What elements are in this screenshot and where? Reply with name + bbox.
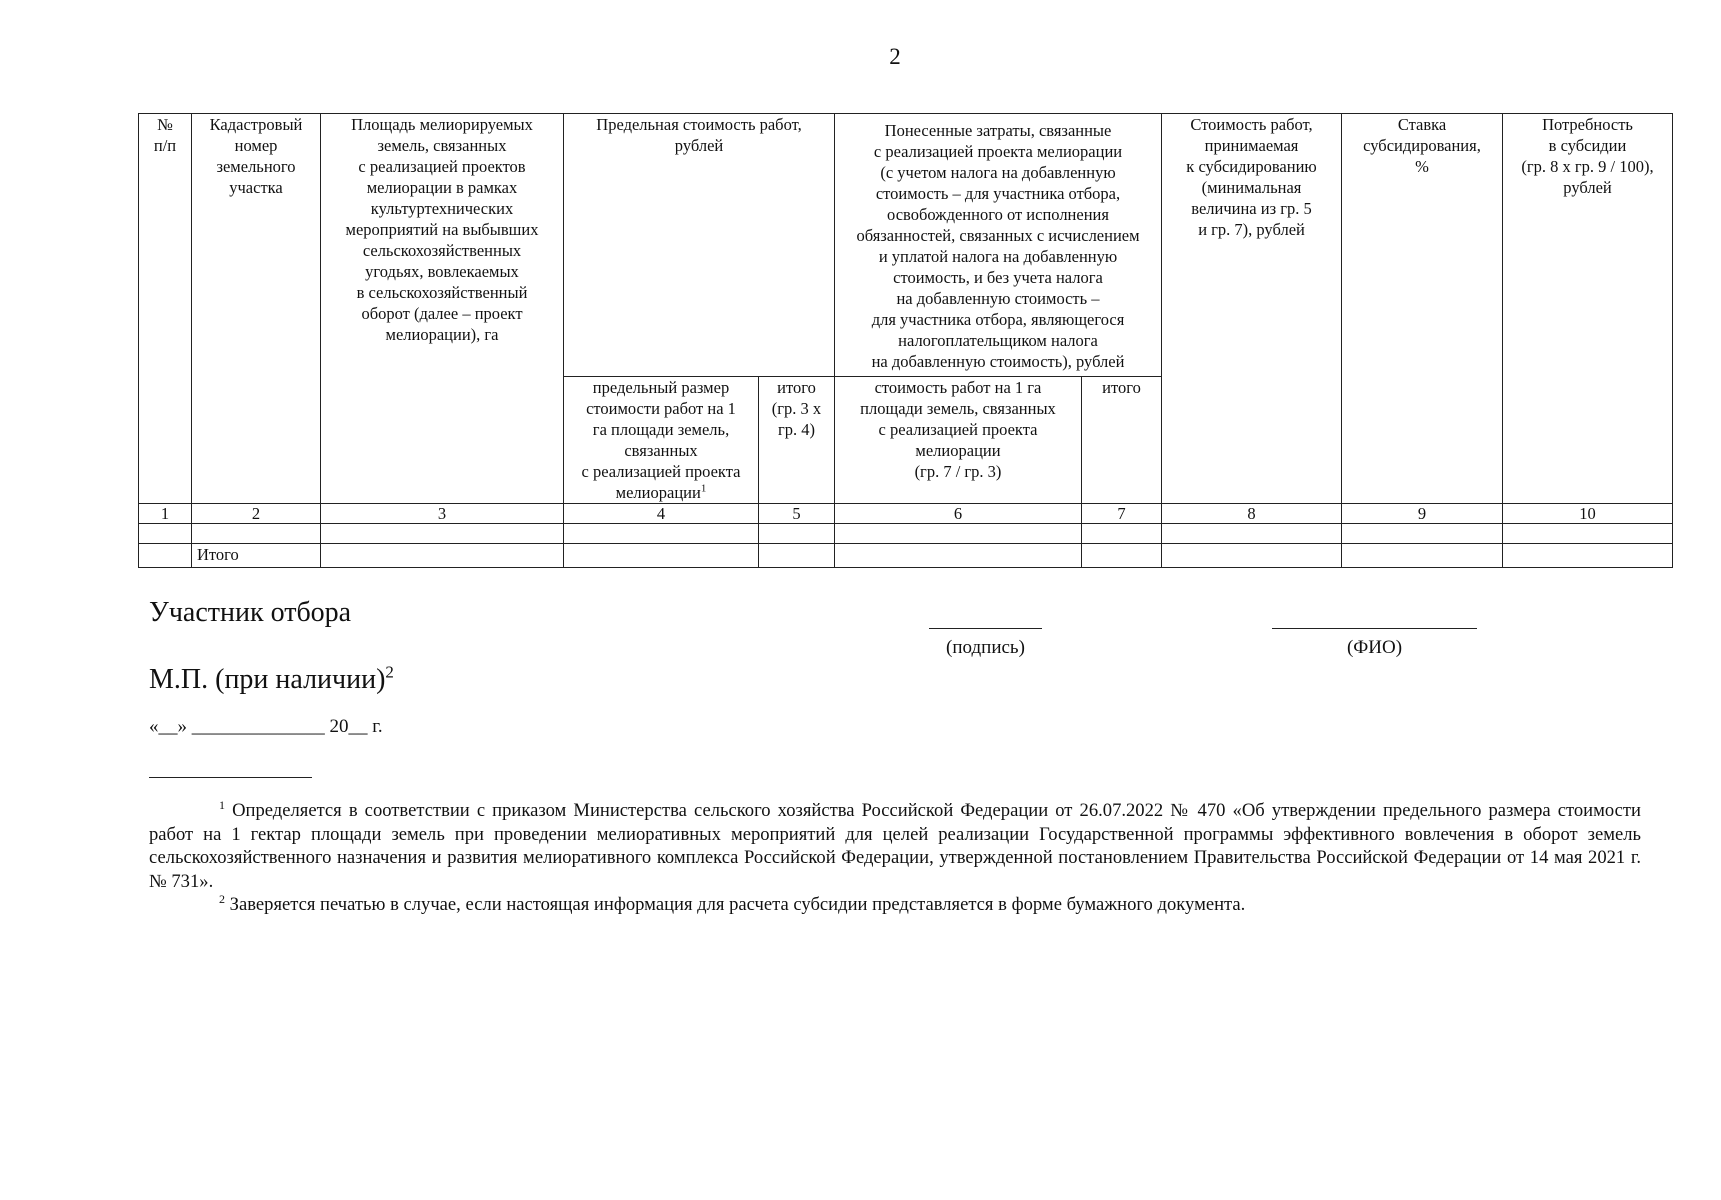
- header-incurred-total: итого: [1082, 377, 1162, 504]
- footnote-ref-1: 1: [700, 482, 707, 495]
- footnotes: [149, 799, 1641, 917]
- header-max-cost-per-ha: [564, 377, 759, 504]
- header-cadastral-number: Кадастровый номер земельного участка: [192, 114, 321, 504]
- header-max-cost-group: Предельная стоимость работ, рублей: [564, 114, 835, 377]
- name-caption: (ФИО): [1346, 637, 1403, 658]
- header-max-cost-per-ha-text: предельный размер стоимости работ на 1 га площади земель, связанных с реализацией проекта мелиорации: [581, 378, 741, 502]
- table-cell: [192, 524, 321, 544]
- participant-label: Участник отбора: [149, 597, 352, 628]
- table-cell: [139, 544, 192, 568]
- signature-line: [929, 628, 1042, 629]
- column-number: 5: [759, 504, 835, 524]
- header-reclaimed-area: Площадь мелиорируемых земель, связанных с реализацией проектов мелиорации в рамках культуртехнических мероприятий на выбывших сельскохозяйственных угодьях, вовлекаемых в сельскохозяйственный оборот (далее – проект мелиорации), га: [321, 114, 564, 504]
- footnote-text: Определяется в соответствии с приказом Министерства сельского хозяйства Российской Федерации от 26.07.2022 № 470 «Об утверждении предельного размера стоимости работ на 1 гектар площади земель при проведении мелиоративных мероприятий для целей реализации Государственной программы эффективного вовлечения в оборот земель сельскохозяйственного назначения и развития мелиоративного комплекса Российской Федерации, утвержденной постановлением Правительства Российской Федерации от 14 мая 2021 г. № 731».: [149, 800, 1641, 892]
- column-number: 4: [564, 504, 759, 524]
- table-cell: [564, 524, 759, 544]
- table-cell: [1503, 544, 1673, 568]
- name-line: [1272, 628, 1477, 629]
- signature-caption: (подпись): [946, 637, 1025, 658]
- table-cell: [835, 524, 1082, 544]
- subsidy-calculation-table: [138, 113, 1673, 568]
- table-cell: [1162, 524, 1342, 544]
- seal-label-text: М.П. (при наличии): [149, 664, 386, 695]
- table-cell: [759, 524, 835, 544]
- footnote-text: Заверяется печатью в случае, если настоящая информация для расчета субсидии представляется в форме бумажного документа.: [229, 894, 1246, 915]
- header-subsidy-rate: Ставка субсидирования, %: [1342, 114, 1503, 504]
- table-cell: [1082, 524, 1162, 544]
- column-number: 7: [1082, 504, 1162, 524]
- table-cell: [1342, 524, 1503, 544]
- table-cell: [564, 544, 759, 568]
- column-number: 1: [139, 504, 192, 524]
- footnote-divider: [149, 777, 312, 778]
- footnote-mark: 1: [219, 797, 225, 812]
- header-incurred-costs-group: Понесенные затраты, связанные с реализацией проекта мелиорации (с учетом налога на добавленную стоимость – для участника отбора, освобожденного от исполнения обязанностей, связанных с исчислением и уплатой налога на добавленную стоимость, и без учета налога на добавленную стоимость – для участника отбора, являющегося налогоплательщиком налога на добавленную стоимость), рублей: [835, 114, 1162, 377]
- table-cell: [139, 524, 192, 544]
- header-cost-per-ha: стоимость работ на 1 га площади земель, связанных с реализацией проекта мелиорации (гр. 7 / гр. 3): [835, 377, 1082, 504]
- table-cell: [1162, 544, 1342, 568]
- footnote-1: [149, 799, 1641, 893]
- column-number: 10: [1503, 504, 1673, 524]
- seal-label: [149, 664, 394, 696]
- column-number: 6: [835, 504, 1082, 524]
- table-cell: [321, 524, 564, 544]
- date-line: «__» ______________ 20__ г.: [149, 716, 383, 737]
- footnote-mark: 2: [219, 891, 225, 906]
- column-number: 9: [1342, 504, 1503, 524]
- column-numbers-row: [139, 504, 1673, 524]
- table-cell: [1342, 544, 1503, 568]
- header-max-cost-total: итого (гр. 3 х гр. 4): [759, 377, 835, 504]
- page-number: 2: [889, 44, 901, 69]
- table-cell: [321, 544, 564, 568]
- table-cell: [835, 544, 1082, 568]
- header-subsidy-need: Потребность в субсидии (гр. 8 х гр. 9 / 100), рублей: [1503, 114, 1673, 504]
- column-number: 2: [192, 504, 321, 524]
- table-row: [139, 524, 1673, 544]
- total-row: [139, 544, 1673, 568]
- table-cell: [1082, 544, 1162, 568]
- header-row-main: [139, 114, 1673, 377]
- header-row-number: № п/п: [139, 114, 192, 504]
- column-number: 8: [1162, 504, 1342, 524]
- header-subsidized-cost: Стоимость работ, принимаемая к субсидированию (минимальная величина из гр. 5 и гр. 7), рублей: [1162, 114, 1342, 504]
- footnote-2: [149, 893, 1641, 917]
- column-number: 3: [321, 504, 564, 524]
- footnote-ref-2: 2: [385, 662, 394, 682]
- table-cell: [759, 544, 835, 568]
- total-label: Итого: [192, 544, 321, 568]
- table-cell: [1503, 524, 1673, 544]
